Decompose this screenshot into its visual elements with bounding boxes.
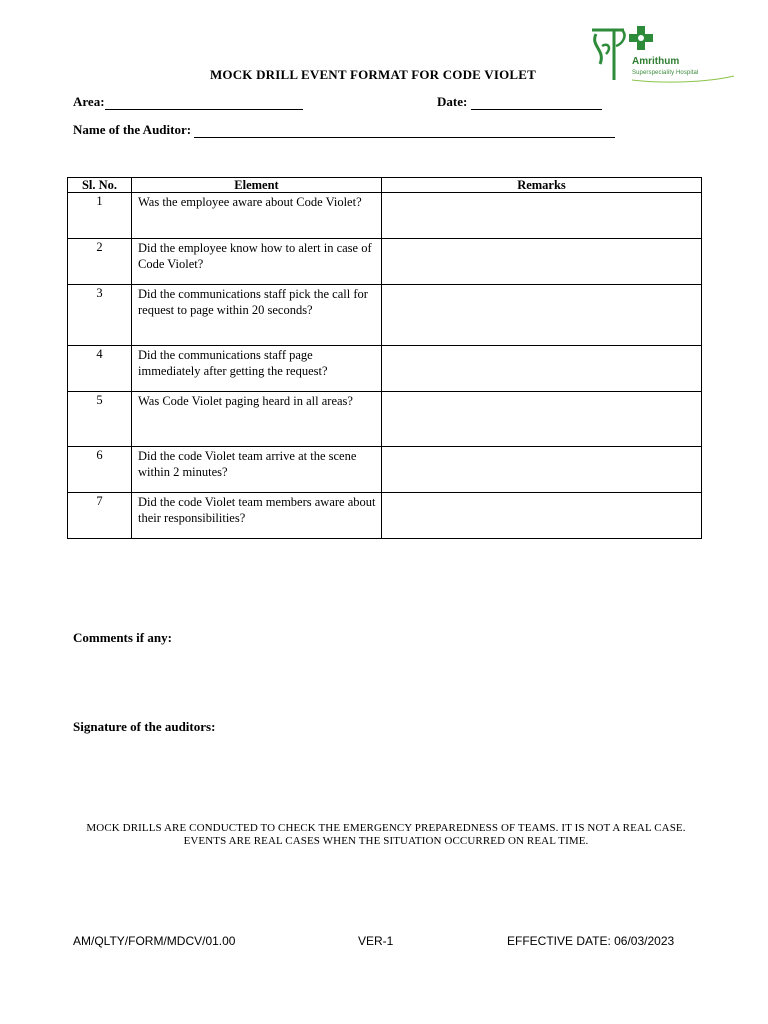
header-element: Element bbox=[132, 178, 382, 193]
table-row bbox=[68, 239, 702, 285]
header-sl-no: Sl. No. bbox=[68, 178, 132, 193]
row-element: Was Code Violet paging heard in all areas? bbox=[132, 392, 382, 447]
row-remarks-cell[interactable] bbox=[382, 493, 702, 539]
table-header-row bbox=[68, 178, 702, 193]
footer-effective-date: EFFECTIVE DATE: 06/03/2023 bbox=[507, 934, 675, 948]
table-row bbox=[68, 493, 702, 539]
row-remarks-cell[interactable] bbox=[382, 285, 702, 346]
area-field bbox=[73, 94, 303, 110]
date-label: Date: bbox=[437, 94, 468, 109]
row-remarks-cell[interactable] bbox=[382, 193, 702, 239]
table-row bbox=[68, 285, 702, 346]
row-element: Did the communications staff page immediately after getting the request? bbox=[132, 346, 382, 392]
row-number: 1 bbox=[68, 193, 132, 239]
table-row bbox=[68, 193, 702, 239]
notice-line-1: MOCK DRILLS ARE CONDUCTED TO CHECK THE EMERGENCY PREPAREDNESS OF TEAMS. IT IS NOT A REAL CASE. bbox=[86, 822, 686, 834]
auditor-blank-line[interactable] bbox=[194, 126, 615, 138]
row-remarks-cell[interactable] bbox=[382, 239, 702, 285]
row-element: Did the communications staff pick the call for request to page within 20 seconds? bbox=[132, 285, 382, 346]
auditor-label: Name of the Auditor: bbox=[73, 122, 192, 137]
auditor-field bbox=[73, 122, 615, 138]
notice-line-2: EVENTS ARE REAL CASES WHEN THE SITUATION OCCURRED ON REAL TIME. bbox=[183, 835, 589, 847]
date-blank-line[interactable] bbox=[471, 98, 602, 110]
row-element: Was the employee aware about Code Violet? bbox=[132, 193, 382, 239]
table-row bbox=[68, 392, 702, 447]
row-number: 6 bbox=[68, 447, 132, 493]
row-number: 7 bbox=[68, 493, 132, 539]
row-number: 2 bbox=[68, 239, 132, 285]
footer-form-code: AM/QLTY/FORM/MDCV/01.00 bbox=[73, 934, 236, 948]
row-remarks-cell[interactable] bbox=[382, 447, 702, 493]
mock-drill-notice bbox=[0, 822, 768, 848]
row-remarks-cell[interactable] bbox=[382, 346, 702, 392]
footer-version: VER-1 bbox=[358, 934, 394, 948]
row-element: Did the code Violet team members aware about their responsibilities? bbox=[132, 493, 382, 539]
header-remarks: Remarks bbox=[382, 178, 702, 193]
signature-label: Signature of the auditors: bbox=[73, 719, 216, 734]
date-field bbox=[437, 94, 602, 110]
table-row bbox=[68, 346, 702, 392]
page-title: MOCK DRILL EVENT FORMAT FOR CODE VIOLET bbox=[209, 67, 537, 82]
area-blank-line[interactable] bbox=[105, 98, 303, 110]
row-remarks-cell[interactable] bbox=[382, 392, 702, 447]
row-element: Did the employee know how to alert in case of Code Violet? bbox=[132, 239, 382, 285]
checklist-table bbox=[67, 177, 702, 539]
row-number: 3 bbox=[68, 285, 132, 346]
row-number: 4 bbox=[68, 346, 132, 392]
comments-label: Comments if any: bbox=[73, 630, 172, 645]
logo-tagline: Superspeciality Hospital bbox=[632, 70, 699, 76]
row-number: 5 bbox=[68, 392, 132, 447]
area-label: Area: bbox=[73, 94, 105, 109]
table-row bbox=[68, 447, 702, 493]
logo-brand-text: Amrithum bbox=[632, 56, 680, 67]
row-element: Did the code Violet team arrive at the scene within 2 minutes? bbox=[132, 447, 382, 493]
